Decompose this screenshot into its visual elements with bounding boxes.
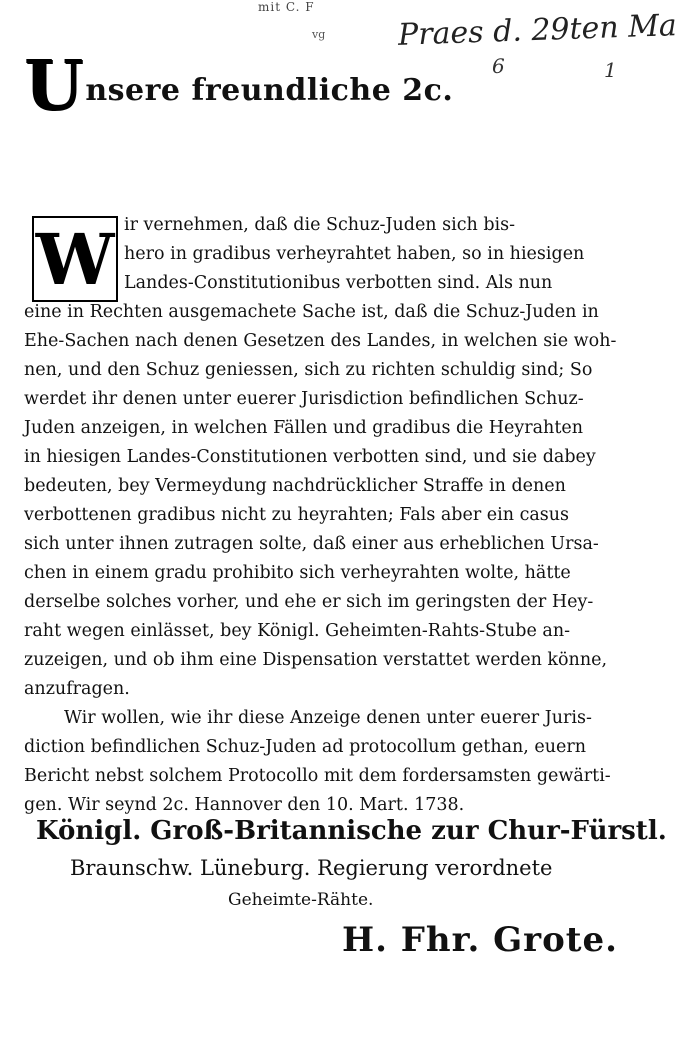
body-line-8: Juden anzeigen, in welchen Fällen und gradibus die Heyrahten <box>24 418 583 438</box>
top-ink-marks-2: vg <box>312 28 326 41</box>
body-line-6: nen, und den Schuz geniessen, sich zu richten schuldig sind; So <box>24 360 593 380</box>
salutation-text: nsere freundliche 2c. <box>85 73 454 108</box>
body-line-15: raht wegen einlässet, bey Königl. Geheimten-Rahts-Stube an- <box>24 621 571 641</box>
handwritten-note-sub: 6 <box>492 54 505 78</box>
body-line-5: Ehe-Sachen nach denen Gesetzen des Landes, in welchen sie woh- <box>24 331 617 351</box>
body-line-13: chen in einem gradu prohibito sich verheyrahten wolte, hätte <box>24 563 571 583</box>
top-ink-marks: mit C. F <box>258 0 315 14</box>
signature-authority-line-2: Braunschw. Lüneburg. Regierung verordnete <box>70 856 553 880</box>
body-line-11: verbottenen gradibus nicht zu heyrahten; Fals aber ein casus <box>24 505 570 525</box>
body-line-21: gen. Wir seynd 2c. Hannover den 10. Mart. 1738. <box>24 795 465 815</box>
salutation-initial: U <box>24 46 84 126</box>
signatory-name: H. Fhr. Grote. <box>342 920 618 960</box>
handwritten-note-sub-2: 1 <box>604 58 617 82</box>
signature-authority-line-3: Geheimte-Rähte. <box>228 890 374 910</box>
body-line-19: diction befindlichen Schuz-Juden ad protocollum gethan, euern <box>24 737 587 757</box>
body-line-9: in hiesigen Landes-Constitutionen verbotten sind, und sie dabey <box>24 447 596 467</box>
body-line-14: derselbe solches vorher, und ehe er sich im geringsten der Hey- <box>24 592 594 612</box>
body-line-2: hero in gradibus verheyrahtet haben, so in hiesigen <box>124 244 585 264</box>
body-line-7: werdet ihr denen unter euerer Jurisdiction befindlichen Schuz- <box>24 389 584 409</box>
body-line-20: Bericht nebst solchem Protocollo mit dem fordersamsten gewärti- <box>24 766 611 786</box>
signature-authority-line-1: Königl. Groß-Britannische zur Chur-Fürstl. <box>36 816 667 846</box>
body-line-3: Landes-Constitutionibus verbotten sind. Als nun <box>124 273 553 293</box>
body-line-12: sich unter ihnen zutragen solte, daß einer aus erheblichen Ursa- <box>24 534 599 554</box>
body-line-18: Wir wollen, wie ihr diese Anzeige denen unter euerer Juris- <box>64 708 592 728</box>
decorated-initial-w: W <box>32 216 118 302</box>
body-line-4: eine in Rechten ausgemachete Sache ist, daß die Schuz-Juden in <box>24 302 599 322</box>
body-line-17: anzufragen. <box>24 679 130 699</box>
salutation <box>24 46 454 126</box>
handwritten-note: Praes d. 29ten Ma <box>397 8 677 53</box>
body-line-1: ir vernehmen, daß die Schuz-Juden sich bis- <box>124 215 516 235</box>
body-line-16: zuzeigen, und ob ihm eine Dispensation verstattet werden könne, <box>24 650 608 670</box>
body-line-10: bedeuten, bey Vermeydung nachdrücklicher Straffe in denen <box>24 476 566 496</box>
